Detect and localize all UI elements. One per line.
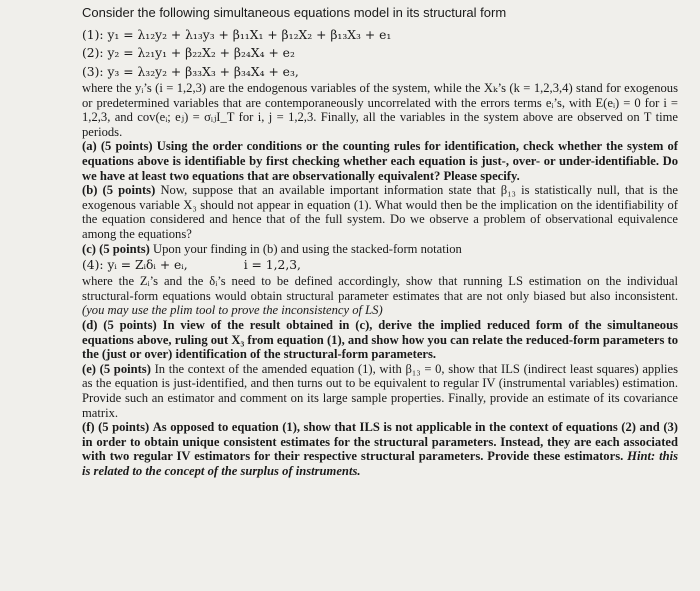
part-f-hint-label: Hint: — [627, 449, 656, 464]
intro-text: Consider the following simultaneous equations model in its structural form — [82, 5, 507, 20]
equation-4 — [82, 256, 678, 274]
part-c-text: Upon your finding in (b) and using the stacked-form notation — [153, 241, 462, 256]
part-e — [82, 362, 678, 420]
description-text: where the yᵢ’s (i = 1,2,3) are the endogenous variables of the system, while the Xₖ’s (k = 1,2,3,4) stand for exogenous or predetermined variables that are contemporaneously uncorrelated with the errors terms eᵢ’s, with E(eᵢ) = 0 for i = 1,2,3, and cov(eᵢ; eⱼ) = σᵢⱼI_T for i, j = 1,2,3. Finally, all the variables in the system above are observed on T time periods. — [82, 81, 678, 139]
equation-2: (2): y₂ = λ₂₁y₁ + β₂₂X₂ + β₂₄X₄ + e₂ — [82, 46, 295, 61]
part-b — [82, 183, 678, 241]
part-f-text: As opposed to equation (1), show that ILS is not applicable in the context of equations (2) and (3) in order to obtain unique consistent estimates for the structural parameters. Instead, they are each associated with two regular IV estimators for their respective structural parameters. Provide these estimators. — [82, 420, 678, 464]
part-f-hint-text: this is related to the concept of the surplus of instruments. — [82, 449, 678, 478]
part-c-label: (c) (5 points) — [82, 241, 150, 256]
part-b-text: Now, suppose that an available important information state that β₁₃ is statistically null, that is the exogenous variable X₃ should not appear in equation (1). What would then be the implication on the identifiability of the equation considered and hence that of the full system. Do we observe a problem of observational equivalence among the equations? — [82, 183, 679, 242]
part-d — [82, 318, 678, 362]
equation-4-index: i = 1,2,3, — [243, 258, 301, 273]
part-e-label: (e) (5 points) — [82, 361, 151, 376]
part-a-text: Using the order conditions or the counting rules for identification, check whether the system of equations above is identifiable by first checking whether each equation is just-, over- or under-identifiable. Do we have at least two equations that are observationally equivalent? Please specify. — [82, 139, 678, 183]
part-b-label: (b) (5 points) — [82, 183, 156, 198]
part-c-cont-text: where the Zᵢ’s and the δᵢ’s need to be defined accordingly, show that running LS estimation on the individual structural-form equations would obtain structural parameter estimates that are not only biased but also inconsistent. — [82, 274, 678, 303]
part-f-label: (f) (5 points) — [82, 420, 150, 435]
part-d-text: In view of the result obtained in (c), derive the implied reduced form of the simultaneous equations above, ruling out X₃ from equation (1), and show how you can relate the reduced-form parameters to the (just or over) identification of the structural-form parameters. — [82, 318, 679, 362]
equation-1: (1): y₁ = λ₁₂y₂ + λ₁₃y₃ + β₁₁X₁ + β₁₂X₂ + β₁₃X₃ + e₁ — [82, 27, 392, 42]
equation-3: (3): y₃ = λ₃₂y₂ + β₃₃X₃ + β₃₄X₄ + e₃, — [82, 64, 299, 79]
part-a-label: (a) (5 points) — [82, 139, 153, 154]
part-d-label: (d) (5 points) — [82, 318, 157, 332]
part-c — [82, 242, 678, 257]
part-f — [82, 420, 678, 478]
equation-4-expr: (4): yᵢ = Zᵢδᵢ + eᵢ, — [82, 258, 188, 273]
part-a — [82, 139, 678, 183]
structural-equations — [82, 26, 678, 82]
part-e-text: In the context of the amended equation (1), with β₁₃ = 0, show that ILS (indirect least squares) applies as the equation is just-identified, and then turns out to be equivalent to regular IV (instrumental variables) estimation. Provide such an estimator and comment on its large sample properties. Finally, provide an estimate of its covariance matrix. — [82, 361, 678, 420]
part-c-continued — [82, 274, 678, 318]
part-c-italic-note: (you may use the plim tool to prove the inconsistency of LS) — [82, 303, 383, 318]
